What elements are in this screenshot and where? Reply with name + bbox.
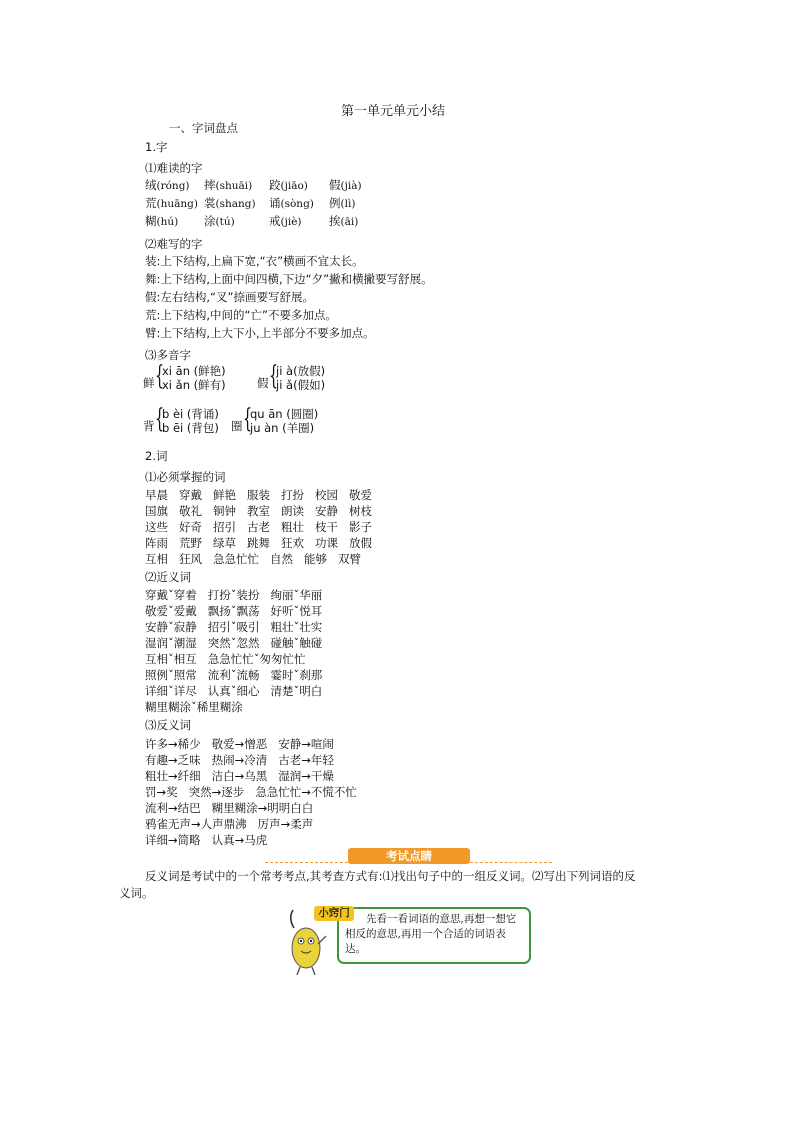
antonym-pair-row [145,816,324,832]
synonym-pair-row [145,683,333,699]
antonym-pair: 详细→简略 [145,833,201,847]
word: 国旗 [145,504,168,518]
synonym-pair: 霎时ˇ刹那 [270,668,323,682]
antonym-pair: 罚→奖 [145,785,178,799]
synonym-pair: 安静ˇ寂静 [145,620,197,634]
pinyin: (huāng) [156,198,198,210]
word-row [145,487,383,503]
word: 服装 [247,488,270,502]
polyphone-char: 圈 [231,419,243,433]
word: 狂风 [179,552,202,566]
exam-text: 反义词是考试中的一个常考考点,其考查方式有:⑴找出句子中的一组反义词。⑵写出下列词语的反 [145,869,636,883]
tip-text: 先看一看词语的意思,再想一想它相反的意思,再用一个合适的词语表达。 [345,913,517,955]
antonym-pair: 洁白→乌黑 [211,769,268,783]
synonym-pair: 清楚ˇ明白 [270,684,323,698]
synonym-pair: 认真ˇ细心 [207,684,260,698]
synonym-pair: 招引ˇ吸引 [207,620,260,634]
synonym-pair-row [145,635,333,651]
antonym-pair: 突然→逐步 [188,785,245,799]
word: 安静 [315,504,338,518]
word: 功课 [315,536,338,550]
antonym-pair: 安静→喧闹 [278,737,334,751]
char: 跤 [269,178,281,192]
exam-banner: 考试点睛 [348,848,470,864]
synonym-pair-row [145,651,317,667]
synonym-pair: 穿戴ˇ穿着 [145,588,197,602]
synonym-pair-row [145,619,333,635]
antonym-pair: 敬爱→憎恶 [211,737,268,751]
word: 狂欢 [281,536,304,550]
char-with-pinyin [145,213,178,229]
char: 挨 [329,214,341,228]
word: 双臂 [338,552,361,566]
page-title: 第一单元单元小结 [341,104,446,119]
antonym-pair-row [145,752,345,768]
write-note: 臂:上下结构,上大下小,上半部分不要多加点。 [145,326,375,340]
word: 打扮 [281,488,304,502]
antonym-pair: 糊里糊涂→明明白白 [211,801,314,815]
synonym-pair: 敬爱ˇ爱戴 [145,604,197,618]
word: 教室 [247,504,270,518]
word: 敬礼 [179,504,202,518]
antonym-pair-row [145,784,368,800]
pinyin: (lì) [340,198,356,210]
pinyin: (sòng) [280,198,314,210]
word: 鲜艳 [213,488,236,502]
word: 绿草 [213,536,236,550]
synonym-pair: 碰触ˇ触碰 [270,636,323,650]
antonym-pair-row [145,800,324,816]
word: 阵雨 [145,536,168,550]
polyphone-reading: xi ān (鲜艳) [162,364,226,378]
antonym-pair: 有趣→乏味 [145,753,201,767]
heading-hard-write: ⑵难写的字 [145,237,203,251]
char-with-pinyin [269,177,308,193]
pinyin: (jià) [340,180,362,192]
synonym-pair-row [145,699,254,715]
polyphone-reading: xi ǎn (鲜有) [162,378,226,392]
word-row [145,535,383,551]
synonym-pair: 急急忙忙ˇ匆匆忙忙 [207,652,306,666]
word: 铜钟 [213,504,236,518]
word: 荒野 [179,536,202,550]
antonym-pair-row [145,736,345,752]
write-note: 装:上下结构,上扁下宽,“衣”横画不宜太长。 [145,254,364,268]
synonym-pair: 粗壮ˇ壮实 [270,620,323,634]
synonym-pair-row [145,603,333,619]
word: 好奇 [179,520,202,534]
char-with-pinyin [329,213,358,229]
antonym-pair-row [145,832,278,848]
char: 诵 [269,196,281,210]
char-with-pinyin [145,195,198,211]
synonym-pair: 打扮ˇ装扮 [207,588,260,602]
synonym-pair: 流利ˇ流畅 [207,668,260,682]
polyphone-char: 假 [257,376,269,390]
polyphone-reading: b ēi (背包) [162,421,219,435]
antonym-pair: 粗壮→纤细 [145,769,201,783]
antonym-pair: 许多→稀少 [145,737,201,751]
word: 早晨 [145,488,168,502]
word: 这些 [145,520,168,534]
char: 戒 [269,214,281,228]
char-with-pinyin [269,213,302,229]
char: 荒 [145,196,157,210]
word: 互相 [145,552,168,566]
antonym-pair: 流利→结巴 [145,801,201,815]
heading-antonyms: ⑶反义词 [145,718,191,732]
char-with-pinyin [329,177,362,193]
char-with-pinyin [204,195,256,211]
antonym-pair: 古老→年轻 [278,753,334,767]
word: 穿戴 [179,488,202,502]
pinyin: (shuāi) [215,180,253,192]
synonym-pair: 互相ˇ相互 [145,652,197,666]
antonym-pair: 认真→马虎 [211,833,268,847]
char: 摔 [204,178,216,192]
char-with-pinyin [269,195,314,211]
char-with-pinyin [329,195,355,211]
word: 粗壮 [281,520,304,534]
polyphone-char: 背 [143,419,155,433]
char: 涂 [204,214,216,228]
synonym-pair: 详细ˇ详尽 [145,684,197,698]
word: 枝干 [315,520,338,534]
word: 古老 [247,520,270,534]
word: 放假 [349,536,372,550]
synonym-pair: 绚丽ˇ华丽 [270,588,323,602]
char-with-pinyin [204,177,252,193]
antonym-pair: 厉声→柔声 [257,817,314,831]
divider [470,862,552,863]
word: 自然 [270,552,293,566]
word: 跳舞 [247,536,270,550]
polyphone-reading: qu ān (圆圈) [250,407,319,421]
write-note: 荒:上下结构,中间的“亡”不要多加点。 [145,308,337,322]
word: 校园 [315,488,338,502]
word: 朗读 [281,504,304,518]
char-with-pinyin [204,213,235,229]
polyphone-char: 鲜 [143,376,155,390]
section-heading: 一、字词盘点 [169,121,238,135]
word: 敬爱 [349,488,372,502]
write-note: 假:左右结构,“叉”捺画要写舒展。 [145,290,314,304]
divider [265,862,348,863]
write-note: 舞:上下结构,上面中间四横,下边“夕”撇和横撇要写舒展。 [145,272,433,286]
word: 招引 [213,520,236,534]
synonym-pair: 飘扬ˇ飘荡 [207,604,260,618]
polyphone-reading: ji ǎ(假如) [276,378,326,392]
synonym-pair: 照例ˇ照常 [145,668,197,682]
pinyin: (jiāo) [280,180,308,192]
antonym-pair: 鸦雀无声→人声鼎沸 [145,817,247,831]
char: 糊 [145,214,157,228]
word: 急急忙忙 [213,552,259,566]
char: 裳 [204,196,216,210]
word-row [145,503,383,519]
synonym-pair: 湿润ˇ潮湿 [145,636,197,650]
tip-label: 小窍门 [314,906,354,921]
char-with-pinyin [145,177,190,193]
synonym-pair-row [145,667,333,683]
brace-icon: { [243,404,253,434]
antonym-pair-row [145,768,345,784]
antonym-pair: 湿润→干燥 [278,769,334,783]
word-row [145,551,372,567]
char: 绒 [145,178,157,192]
polyphone-reading: b èi (背诵) [162,407,219,421]
pinyin: (róng) [156,180,190,192]
heading-hard-read: ⑴难读的字 [145,161,203,175]
pinyin: (shang) [215,198,256,210]
heading-must-words: ⑴必须掌握的词 [145,470,226,484]
word: 能够 [304,552,327,566]
polyphone-reading: ji à(放假) [276,364,326,378]
antonym-pair: 急急忙忙→不慌不忙 [255,785,357,799]
word-row [145,519,383,535]
brace-icon: { [155,404,165,434]
exam-text: 义词。 [119,886,154,900]
synonym-pair: 糊里糊涂ˇ稀里糊涂 [145,700,243,714]
char: 例 [329,196,341,210]
pinyin: (hú) [156,216,179,228]
word: 树枝 [349,504,372,518]
brace-icon: { [155,361,165,391]
heading-synonyms: ⑵近义词 [145,570,191,584]
pinyin: (tú) [215,216,235,228]
pinyin: (jiè) [280,216,302,228]
heading-polyphone: ⑶多音字 [145,348,191,362]
subsection-char: 1.字 [145,140,168,154]
antonym-pair: 热闹→冷清 [211,753,268,767]
brace-icon: { [269,361,279,391]
subsection-word: 2.词 [145,449,168,463]
synonym-pair: 突然ˇ忽然 [207,636,260,650]
char: 假 [329,178,341,192]
synonym-pair: 好听ˇ悦耳 [270,604,323,618]
polyphone-reading: ju àn (羊圈) [250,421,315,435]
synonym-pair-row [145,587,333,603]
word: 影子 [349,520,372,534]
pinyin: (āi) [340,216,359,228]
